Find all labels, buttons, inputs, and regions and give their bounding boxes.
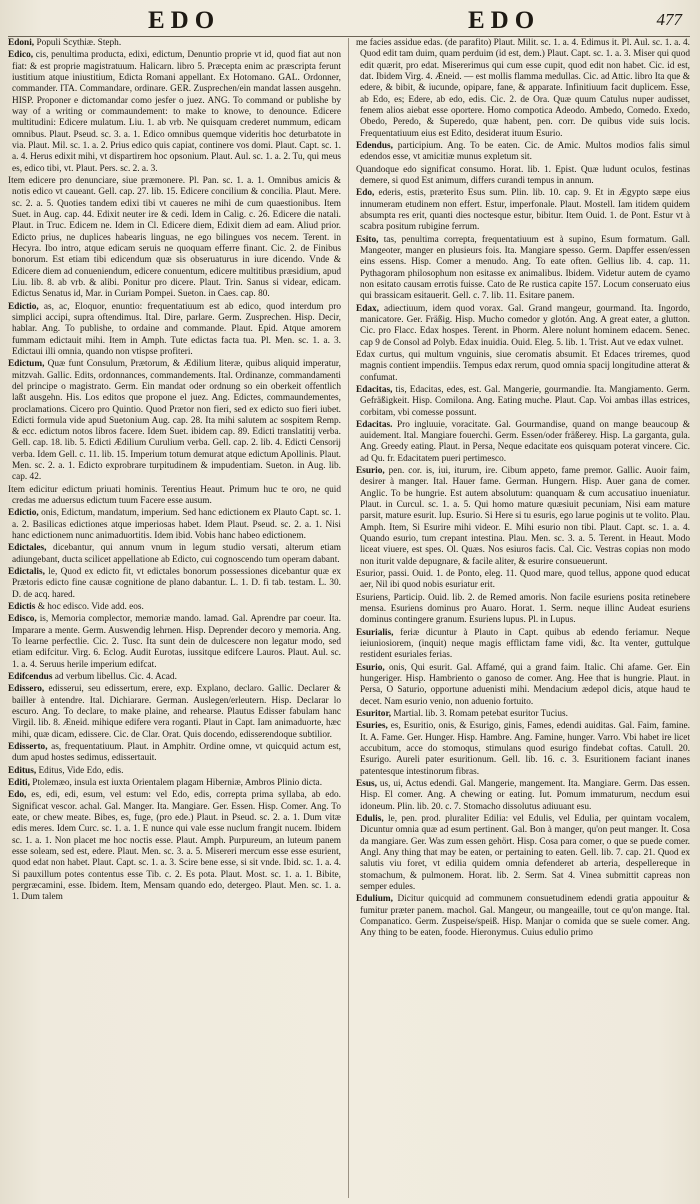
dictionary-entry <box>8 302 341 359</box>
entry-text: es, edi, edi, esum, vel estum: vel Edo, edis, correpta prima syllaba, ab edo. Significat vescor. achal. Gal. Manger. Ita. Mangiare. Ger. Essen. Hisp. Comer. Ang. To eate, or chew meate. Bibes, es, fuge, (pro ede.) Plaut. in Pseud. sc. 2. a. 1. Dum vitæ edis meres. Idem Curc. sc. 1. a. 1. E nunce qui vale esse nuclum frangit nucem. Ibidem sc. 1. a. 1. Non placet me hoc noctis esse. Plaut. Amph. Purpureum, an luteum panem esse soleam, sed est, edere. Plaut. Men. sc. 3. a. 5. Misereri mercum esse esse esurient, quod edat non habet. Plaut. Capt. sc. 1. a. 3. Scire bene esse, si sit vnde. Ibid. sc. 1. a. 4. Si pauxillum potes contentus esse Tib. c. 2. Es pota. Plaut. Most. sc. 1. a. 1. Bibite, pergræcamini, esse. Ibidem. Item, Mensam quando edo, detergeo. Plaut. Men. sc. 1. a. 1. Dum talem <box>12 790 341 903</box>
entry-headword: Edulium, <box>356 894 393 905</box>
dictionary-entry <box>356 141 690 164</box>
dictionary-entry <box>8 485 341 508</box>
dictionary-entry <box>356 709 690 720</box>
dictionary-entry <box>356 628 690 662</box>
entry-headword: Esuritor, <box>356 709 392 720</box>
dictionary-entry <box>356 466 690 568</box>
entry-text: ederis, estis, præterito Esus sum. Plin. lib. 10. cap. 9. Et in Ægypto sæpe eius innumeram etudinem non effert. Estur, imperfonale. Plaut. Mostell. Iam itidem quidem absumpta res erit, quanti dies noctesque estur, bibitur. Item Ouid. 1. de Pont. Estur vt à scabra positum rubigine ferrum. <box>360 188 690 233</box>
entry-headword: Edulis, <box>356 813 384 824</box>
right-column <box>349 38 690 1198</box>
entry-text: tis, Edacitas, edes, est. Gal. Mangerie, gourmandie. Ita. Mangiamento. Germ. Gefräßigkeit. Hisp. Comilona. Ang. Eating muche. Plaut. Cap. Voi ambas illas estrices, corbitam, vbi comesse possunt. <box>360 384 690 418</box>
entry-text: us, ui, Actus edendi. Gal. Mangerie, mangement. Ita. Mangiare. Germ. Das essen. Hisp. El comer. Ang. A chewing or eating. Iut. Pomum immaturum, necdum esui idoneum. Plin. lib. 20. c. 7. Stomacho dissolutus adiuuant esu. <box>360 779 690 812</box>
entry-headword: Esurio, <box>356 662 385 673</box>
entry-text: Item edicitur edictum priuati hominis. Terentius Heaut. Primum huc te oro, ne quid credas me aduersus edictum tuum Facere esse ausum. <box>8 484 341 507</box>
dictionary-entry <box>8 50 341 175</box>
entry-headword: Esuries, <box>356 721 388 732</box>
entry-text: pen. cor. is, iui, iturum, ire. Cibum appeto, fame premor. Gallic. Auoir faim, desirer à manger. Ital. Hauer fame. German. Hungern. Hisp. Auer gana de comer. Anglic. To be hungrie. Est autem absolutum: quanquam & cum accusatiuo inueniatur. Plaut. in Curcul. sc. 1. a. 5. Qui homo mature quæsiuit pecuniam, Nisi eam mature parsit, mature esurit. Iup. Esurio. Si Here si tu esuris, ego larue poginis ut te volito. Plau. Amph. Item, Si Esurire mihi videor. E. Mihi esurio non tibi. Plaut. Capt. sc. 1. a. 4. Quando esurio, tum crepant intestina. Plau. Men. sc. 3. a. 5. Terent. in Heaut. Modo liceat viuere, est spes. Ol. Quæs. Nos esiuros facis. Cal. Cic. Vestras copias non modo non iturit valde depugnare, & facile aliter, & esurire consueuerunt. <box>360 466 690 567</box>
entry-text: Populi Scythiæ. Steph. <box>36 38 122 48</box>
entry-text: Pro ingluuie, voracitate. Gal. Gourmandise, quand on mange beaucoup & auidement. Ital. Mangiare fouerchi. Germ. Essen/oder fräßerey. Hisp. La garganta, gula. Ang. Greedy eating. Plaut. in Persa, Neque edacitate eos quisquam poterat vincere. Cic. ad Qu. fr. Edacitatem pueri pertimesco. <box>360 419 690 464</box>
entry-text: participium. Ang. To be eaten. Cic. de Amic. Multos modios falis simul edendos esse, vt amicitiæ munus expletum sit. <box>360 140 690 163</box>
entry-headword: Edictales, <box>8 543 47 554</box>
dictionary-entry <box>8 672 341 683</box>
entry-headword: Edictio, <box>8 301 39 312</box>
dictionary-entry <box>356 165 690 188</box>
entry-headword: Edictio, <box>8 508 39 519</box>
entry-text: Esuriens, Particip. Ouid. lib. 2. de Remed amoris. Non facile esuriens posita retinebere mensa. Esuriens dominus pro Auaro. Horat. 1. Serm. neque illinc Audeat esuriens dominus contingere granum. Esuriens lupus. Pl. in Lupus. <box>356 592 690 626</box>
entry-headword: Esus, <box>356 779 377 789</box>
entry-text: cis, penultima producta, edixi, edictum, Denuntio proprie vt id, quod fiat aut non fiat: & est proprie magistratuum. Halicarn. libro 5. Præcepta enim ac præscripta ferunt iustitium atque iniustitium, Edicta Romani appellant. Ex Hotomano. GAL. Ordonner, commander. ITA. Commandare, ordinare. GER. Zusprechen/ein mandat lassen ausgehn. HISP. Proponer e dictomandar como jesfer o juez. ANG. To command or publishe by way of a writing or commaundement: to make to knowe, to denounce. Edicere multitudini: Edicere mulatum. Liu. 1. ab vrb. Ne quisquam crederet nummum, edicam omnibus. Plaut. Pseud. sc. 3. a. 1. Edico omnibus quemque videritis hoc deturbatote in via. Plaut. Mil. sc. 1. a. 2. Prius edico quis capiat, continere vos domi. Plaut. Capt. sc. 1. a. 4. Herus edixit mihi, vt dispartirem hoc opsonium. Plaut. Aul. sc. 1. a. 2. Tu, qui meus es, edico tibi, vt. Plaut. Pers. sc. 2. a. 3. <box>12 50 341 174</box>
dictionary-entry <box>8 602 341 613</box>
entry-text: Editus, Vide Edo, edis. <box>38 765 124 776</box>
entry-headword: Edoni, <box>8 38 35 48</box>
page-number: 477 <box>656 10 682 29</box>
left-column <box>8 38 349 1198</box>
dictionary-entry <box>356 420 690 465</box>
dictionary-entry <box>356 779 690 813</box>
entry-text: Martial. lib. 3. Romam petebat esuritor Tucius. <box>393 709 568 720</box>
dictionary-entry <box>356 350 690 384</box>
entry-text: le, Quod ex edicto fit, vt edictales bonorum possessiones dicebantur quæ ex Prætoris edicto fine causæ cognitione de plano dabantur. L. 1. D. fi tab. testam. L. 30. D. de acq. hared. <box>12 567 341 600</box>
entry-headword: Edictum, <box>8 359 45 370</box>
dictionary-entry <box>356 721 690 778</box>
dictionary-entry <box>356 188 690 233</box>
entry-headword: Edifcendus <box>8 672 53 683</box>
entry-text: Quandoque edo significat consumo. Horat. lib. 1. Epist. Quæ ludunt oculos, festinas demere, si quod Est animum, differs curandi tempus in annum. <box>356 164 690 186</box>
dictionary-entry <box>356 385 690 419</box>
entry-headword: Editus, <box>8 765 37 776</box>
entry-headword: Edo, <box>356 188 375 199</box>
entry-text: as, ac, Eloquor, enuntio: frequentatiuum est ab edico, quod interdum pro simplici accipi, supra oftendimus. Ital. Dire, parlare. Germ. Zusprechen. Hisp. Decir, hablar. Ang. To publishe, to ordaine and commande. Plaut. Epid. Atque amorem fummam edictauit mihi. Item in Amph. Tute edictas facta tua. Pl. Men. sc. 1. a. 3. Edictaui illi omnia, quando non vtispse profiteri. <box>12 301 341 357</box>
entry-text: le, pen. prod. pluraliter Edilia: vel Edulis, vel Edulia, per quintam vocalem, Dicuntur omnia quæ ad esum pertinent. Gal. Bon à manger, qu'on peut manger. It. Cosa da mangiare. Ger. Was zum essen gehört. Hisp. Cosa para comer, o que se puede comer. Angl. Any thing that may be eaten, or pertaining to eaten. Gell. lib. 7. cap. 21. Quod ex salutis viu foret, vt edilia quidem omnia defenderet ab arteria, despellereque in stomachum, & pulmonem. Horat. lib. 2. Serm. Sat 4. Vinea submittit capreas non semper edules. <box>360 813 690 892</box>
entry-headword: Edictis <box>8 602 36 613</box>
dictionary-entry <box>8 778 341 789</box>
entry-headword: Esito, <box>356 234 379 245</box>
entry-text: Dicitur quicquid ad communem consuetudinem edendi gratia appouitur & fumitur præter panem. machol. Gal. Mangeur, ou mangeaille, tout ce qu'on mange. Ital. Companatico. Germ. Zuspeise/speiß. Hisp. Manjar o comida que se suele comer. Ang. Any thing to be eaten, foode. Hieronymus. Cuius edulio primo <box>360 894 690 939</box>
dictionary-entry <box>356 235 690 303</box>
dictionary-entry <box>356 814 690 893</box>
dictionary-entry <box>8 614 341 671</box>
entry-text: feriæ dicuntur à Plauto in Capt. quibus ab edendo feriamur. Neque ieiuniosiorem, (inquit) neque magis efflictam fame vidi, &c. Ita venter, guttulque restident esuriales ferias. <box>360 627 690 661</box>
dictionary-entry <box>8 176 341 301</box>
entry-headword: Edissero, <box>8 684 45 695</box>
entry-text: ad verbum libellus. Cic. 4. Acad. <box>54 672 177 683</box>
dictionary-entry <box>8 684 341 741</box>
entry-text: is, Memoria complector, memoriæ mando. lamad. Gal. Aprendre par coeur. Ita. Imparare a mente. Germ. Auswendig lehrnen. Hisp. Deprender decoro y memoria. Ang. To learne perfectlie. Cic. 2. Tusc. Ita sunt dein de dulcescere non legatur modo, sed etiam edifcitur. Virg. 6. Eclog. Audit Eurotas, iussitque edifcere Lauros. Plaut. Aul. sc. 1. a. 4. Seruus herile imperium edifcat. <box>12 614 342 670</box>
entry-text: me facies assidue edas. (de parafito) Plaut. Milit. sc. 1. a. 4. Edimus it. Pl. Aul. sc. 1. a. 4. Quod edit tam duim, quam perduim (id est, dem.) Plaut. Capt. sc. 1. a. 3. Miser qui quod edit quærit, pro edat. Misererimus qui cum esse cupit, quod edit non habet. Cic. id est, dat. Ibidem Virg. 4. Æneid. — est mollis flamma medullas. Cic. ad Attic. libro Ita que & edere, & bibit, & iucunde, opipare, fane, & apparate. Infinitiuum facit duplicem. Esse, ab Edo, es; Edere, ab edo, edis. Cic. 2. de Ora. Quæ quum Catulus nuper audisset, fenem alios aiebat esse oportere. Homo compotica Adeodo. Ambedo, Comedo. Exedo, Obedo, Peredo, & Superedo, quæ habent, pen. corr. De quibus vide suis locis. Frequentatiuum eius est Edito, desiderat ituum Esurio. <box>356 38 690 139</box>
dictionary-entry <box>8 359 341 484</box>
page-header <box>8 6 690 37</box>
dictionary-entry <box>8 790 341 903</box>
entry-headword: Edo, <box>8 790 27 801</box>
dictionary-entry <box>356 304 690 349</box>
dictionary-entry <box>356 593 690 627</box>
entry-text: Ptolemæo, insula est iuxta Orientalem plagam Hiberniæ, Ambros Plinio dicta. <box>32 778 323 788</box>
text-columns <box>8 38 690 1198</box>
entry-headword: Edacitas, <box>356 384 393 395</box>
running-head-right: EDO <box>468 7 541 34</box>
entry-text: tas, penultima correpta, frequentatiuum est à supino, Esum formatum. Gall. Mangeoter, manger en plusieurs fois. Ita. Mangiare spesso. Germ. Dapffer essen/essen eins essens. Hisp. Comer a menudo. Ang. To eate often. Gellius lib. 4. cap. 11. Pythagoram philosophum non esitasse ex animalibus. Ibidem. Videtur autem de cyamo non esitato causam errotis fuisse. Cato de Re rustica capite 157. Locum conseruato eius qui brassicam esitauerit. Gell. c. 7. lib. 11. Esitare panem. <box>360 234 690 302</box>
entry-headword: Edendus, <box>356 140 393 151</box>
entry-headword: Edictalis, <box>8 567 45 578</box>
entry-headword: Esurialis, <box>356 627 394 638</box>
entry-text: Quæ funt Consulum, Prætorum, & Ædilium literæ, quibus aliquid imperatur, mitzvah. Gallic. Edits, ordonnances, commandements. Ital. Ordinanze, commandamenti del principe o magistrato. Germ. Ein mandat oder ordnung so ein oberkeit offentlich laßt ausgehn. His. Los editos que propone el juez. Ang. Edictes, commaundementes, proclamations. Cicero pro Quintio. Quod Prætor non fieri, sed ex edicto suo fieri iubet. Edicti formula vide apud Suetonium Aug. cap. 28. Ita mihi salutem ac sospitem Remp. & ecc. edictum notos libros facere. Idem Suet. ibidem cap. 89. Edicti translatitij verba. Gell. cap. 18. lib. 5. Edicti Ædilium Curulium verba. Gell. cap. 2. lib. 4. Edicti Censorij verba. Idem Gell. c. 11. lib. 15. Imperium totum demurat atque edictum Apollinis. Plaut. Men. sc. 2. a. 1. Edicto exprobrare turpitudinem & impudentiam. Sueton. in Aug. lib. cap. 42. <box>12 359 341 483</box>
dictionary-entry <box>356 38 690 140</box>
dictionary-entry <box>8 543 341 566</box>
dictionary-entry <box>8 38 341 49</box>
entry-text: edisserui, seu edissertum, erere, exp. Explano, declaro. Gallic. Declarer & bailler à entendre. Ital. Dichiarare. German. Auslegen/erleutern. Hisp. Declarar lo escuro. Ang. To declare, to make plaine, and rehearse. Plautus Edisser fabulam hanc Virgil. lib. 8. Æneid. mihique edifere vera roganti. Plaut in Capt. Iam animaduorte, hæc mihi, quæ dicam, edissere. Cic. de Clar. Orat. Quis docendo, edisserendoque subtilior. <box>12 684 341 740</box>
entry-headword: Esurio, <box>356 466 385 477</box>
entry-text: Esurior, passi. Ouid. 1. de Ponto, eleg. 11. Quod mare, quod tellus, appone quod educat aer, Nil ibi quod nobis esuriatur erit. <box>356 569 690 591</box>
entry-headword: Edax, <box>356 303 379 314</box>
dictionary-entry <box>356 894 690 939</box>
entry-headword: Edisco, <box>8 614 37 625</box>
entry-text: onis, Qui esurit. Gal. Affamé, qui a grand faim. Italic. Chi afame. Ger. Ein hungeriger. Hisp. Hambriento o ganoso de comer. Ang. Hee that is hungrie. Plaut. in Persa, O Saturio, opportune aduenisti mihi. Mendacium ædepol dicis, atque haud te decet. Nam esurio venio, non aduenio fortuito. <box>360 662 690 707</box>
dictionary-entry <box>356 663 690 708</box>
dictionary-entry <box>8 508 341 542</box>
entry-text: as, frequentatiuum. Plaut. in Amphitr. Ordine omne, vt quicquid actum est, dum apud hostes sedimus, edissertauit. <box>12 742 342 764</box>
dictionary-entry <box>8 742 341 765</box>
entry-headword: Edisserto, <box>8 742 48 753</box>
entry-text: Edax curtus, qui multum vnguinis, siue ceromatis absumit. Et Edaces triremes, quod magnis contient impendiis. Tempus edax rerum, quod omnia spacij longitudine atterat & confumat. <box>356 349 690 383</box>
entry-headword: Edacitas. <box>356 419 393 430</box>
dictionary-entry <box>8 567 341 601</box>
entry-headword: Editi, <box>8 778 30 788</box>
entry-text: Item edicere pro denunciare, siue præmonere. Pl. Pan. sc. 1. a. 1. Omnibus amicis & notis edico vt caueant. Gell. cap. 27. lib. 15. Edicere concilium & concilia. Plaut. Mere. sc. 2. a. 5. Quoties tandem edixi tibi vt caueres ne mihi de cum quaestionibus. Item Suet. in Aug. cap. 44. Edixit neuter ire & cedi. Idem in Calig. c. 26. Edicere die natali. Plaut. in Truc. Edicem ne. Idem in Cl. Edicere diem, Edixit diem ad eam. Aliud prior. Edicto prius, ne duplices habearis linguas, ne ego bilingues vos necem. Terent. in Hecyra. Ibo intro, atque edicam seruis ne quoquam efferre finant. Cic. 2. de Finibus bonorum. Est etiam tibi edicendum quæ sis obseruaturus in iure dicendo. Vnde & Edicere diem ad conueniendum, edicere conuentum, edicere multitibus præsidium, apud Liu. lib. 8. ab vrb. & alibi. Ponitur pro dicere. Plaut. Trin. Sanus si videar, edicam. Edictus Senatus id, Mar. in Curiam Pompei. Sueton. in Caes. cap. 80. <box>8 175 341 300</box>
entry-text: & hoc edisco. Vide add. eos. <box>37 602 144 613</box>
entry-text: dicebantur, qui annum vnum in legum studio versati, alterum etiam adiungebant, ducta scilicet appellatione ab Edicto, cui cognoscendo tum operam dabant. <box>12 543 341 565</box>
running-head-left: EDO <box>148 7 221 34</box>
entry-text: adiectiuum, idem quod vorax. Gal. Grand mangeur, gourmand. Ita. Ingordo, manicatore. Ger. Fräßig. Hisp. Mucho comedor y glotón. Ang. A great eater, a glutton. Cic. pro Flacc. Edax hospes. Terent. in Phorm. Alere nolunt hominem edacem. Senec. cap 9 de Consol ad Polyb. Edax inuidia. Ouid. Eleg. 5. lib. 1. Trist. Aut ve edax vulnet. <box>360 303 690 348</box>
entry-headword: Edico, <box>8 50 34 61</box>
entry-text: es, Esuritio, onis, & Esurigo, ginis, Fames, edendi auiditas. Gal. Faim, famine. It. A. Fame. Ger. Hunger. Hisp. Hambre. Ang. Famine, hunger. Varro. Vbi habet ire licet accubitum, acce do stomoqus, stimulans quod esurigo findebat coftas. Catull. 20. Esurigo. Aureli pater esuritionum. Gell. lib. 16. c. 3. Esuritionem faciant inanes patentesque intestinorum fibras. <box>360 721 690 777</box>
dictionary-entry <box>8 766 341 777</box>
entry-text: onis, Edictum, mandatum, imperium. Sed hanc edictionem ex Plauto Capt. sc. 1. a. 2. Basilicas edictiones atque imperiosas habet. Idem Plaut. Pseud. sc. 2. a. 1. Nisi hanc edictionem nunc animaduortitis. Idem ibid. Vobis hanc habeo edictionem. <box>12 508 341 542</box>
dictionary-entry <box>356 569 690 592</box>
